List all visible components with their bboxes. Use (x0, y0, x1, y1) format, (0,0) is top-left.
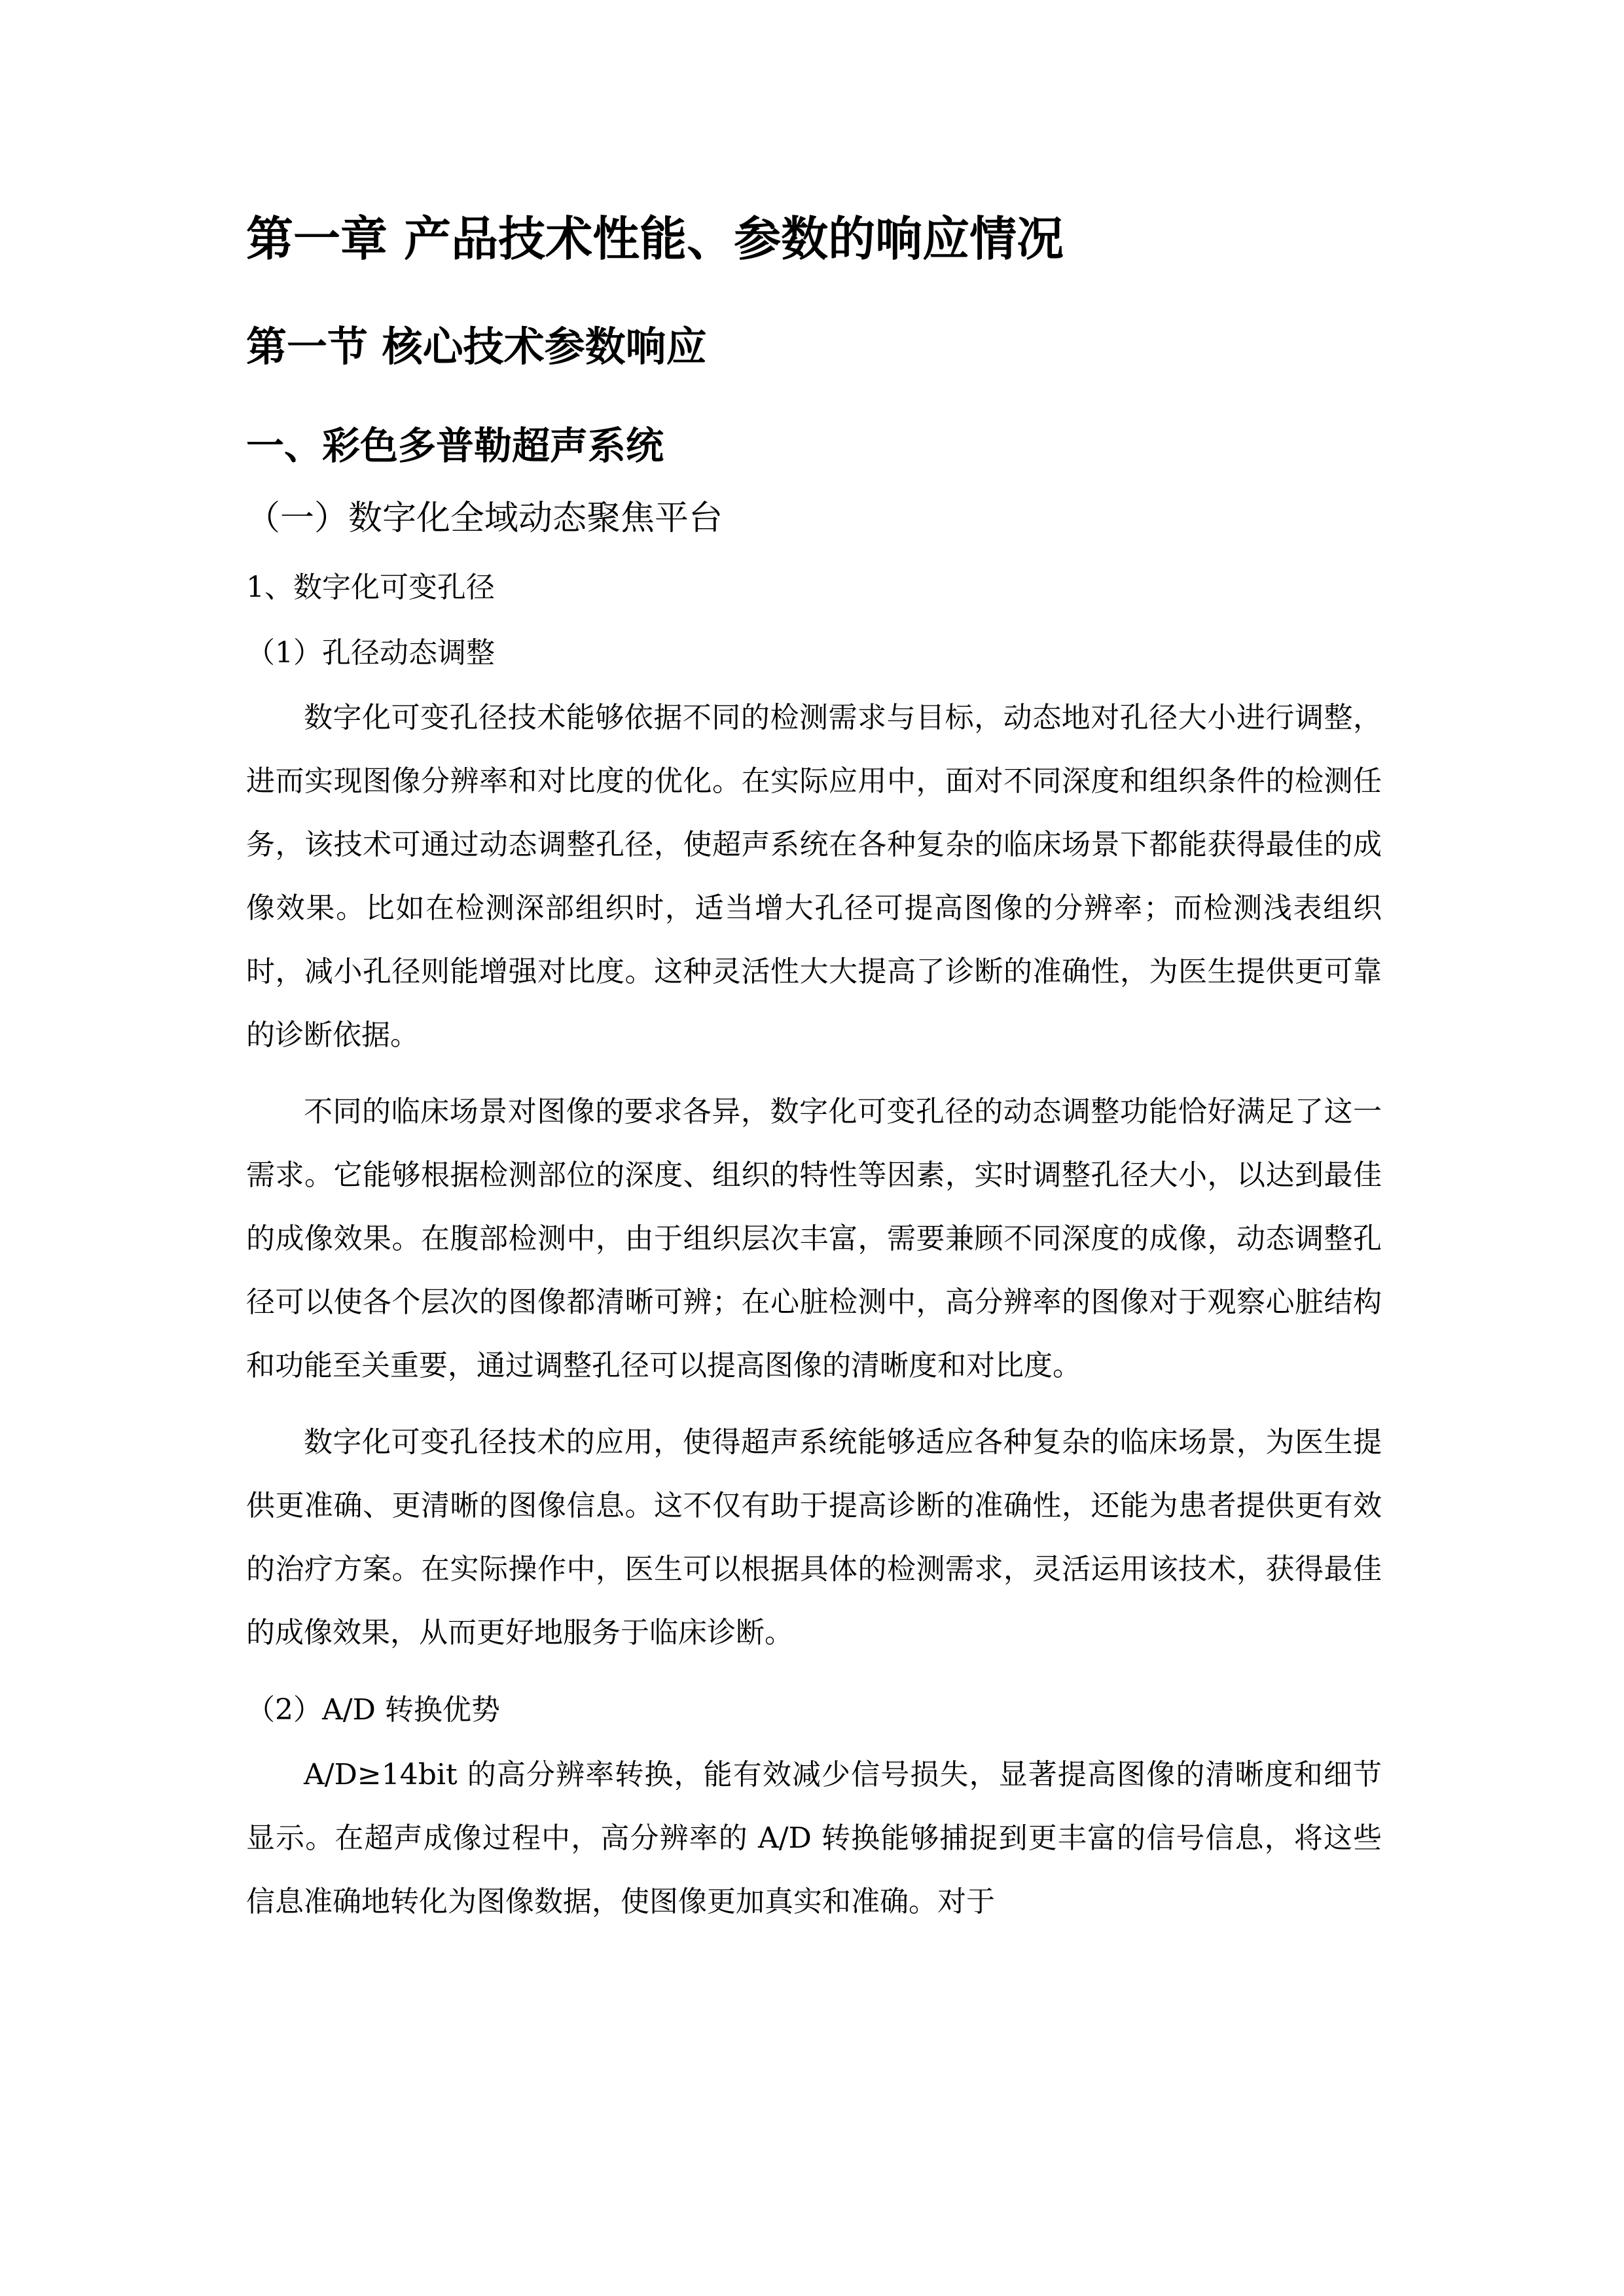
chapter-title: 第一章 产品技术性能、参数的响应情况 (246, 211, 1064, 266)
paragraph: 数字化可变孔径技术的应用，使得超声系统能够适应各种复杂的临床场景，为医生提供更准确、更清晰的图像信息。这不仅有助于提高诊断的准确性，还能为患者提供更有效的治疗方案。在实际操作中，医生可以根据具体的检测需求，灵活运用该技术，获得最佳的成像效果，从而更好地服务于临床诊断。 (246, 1426, 1382, 1649)
subheading-aperture-adjustment: （1）孔径动态调整 (246, 636, 495, 670)
paragraph: 数字化可变孔径技术能够依据不同的检测需求与目标，动态地对孔径大小进行调整，进而实现图像分辨率和对比度的优化。在实际应用中，面对不同深度和组织条件的检测任务，该技术可通过动态调整孔径，使超声系统在各种复杂的临床场景下都能获得最佳的成像效果。比如在检测深部组织时，适当增大孔径可提高图像的分辨率；而检测浅表组织时，减小孔径则能增强对比度。这种灵活性大大提高了诊断的准确性，为医生提供更可靠的诊断依据。 (246, 701, 1382, 1052)
section-title: 第一节 核心技术参数响应 (246, 323, 707, 370)
heading-level5: 1、数字化可变孔径 (246, 571, 495, 604)
paragraph: A/D≥14bit 的高分辨率转换，能有效减少信号损失，显著提高图像的清晰度和细节显示。在超声成像过程中，高分辨率的 A/D 转换能够捕捉到更丰富的信号信息，将这些信息准确地转化为图像数据，使图像更加真实和准确。对于 (246, 1758, 1382, 1918)
subheading-ad-conversion: （2）A/D 转换优势 (246, 1693, 500, 1727)
document-body (246, 196, 1382, 1946)
paragraph: 不同的临床场景对图像的要求各异，数字化可变孔径的动态调整功能恰好满足了这一需求。它能够根据检测部位的深度、组织的特性等因素，实时调整孔径大小，以达到最佳的成像效果。在腹部检测中，由于组织层次丰富，需要兼顾不同深度的成像，动态调整孔径可以使各个层次的图像都清晰可辨；在心脏检测中，高分辨率的图像对于观察心脏结构和功能至关重要，通过调整孔径可以提高图像的清晰度和对比度。 (246, 1095, 1382, 1382)
heading-level4: （一）数字化全域动态聚焦平台 (246, 499, 723, 538)
heading-level3: 一、彩色多普勒超声系统 (246, 423, 664, 468)
